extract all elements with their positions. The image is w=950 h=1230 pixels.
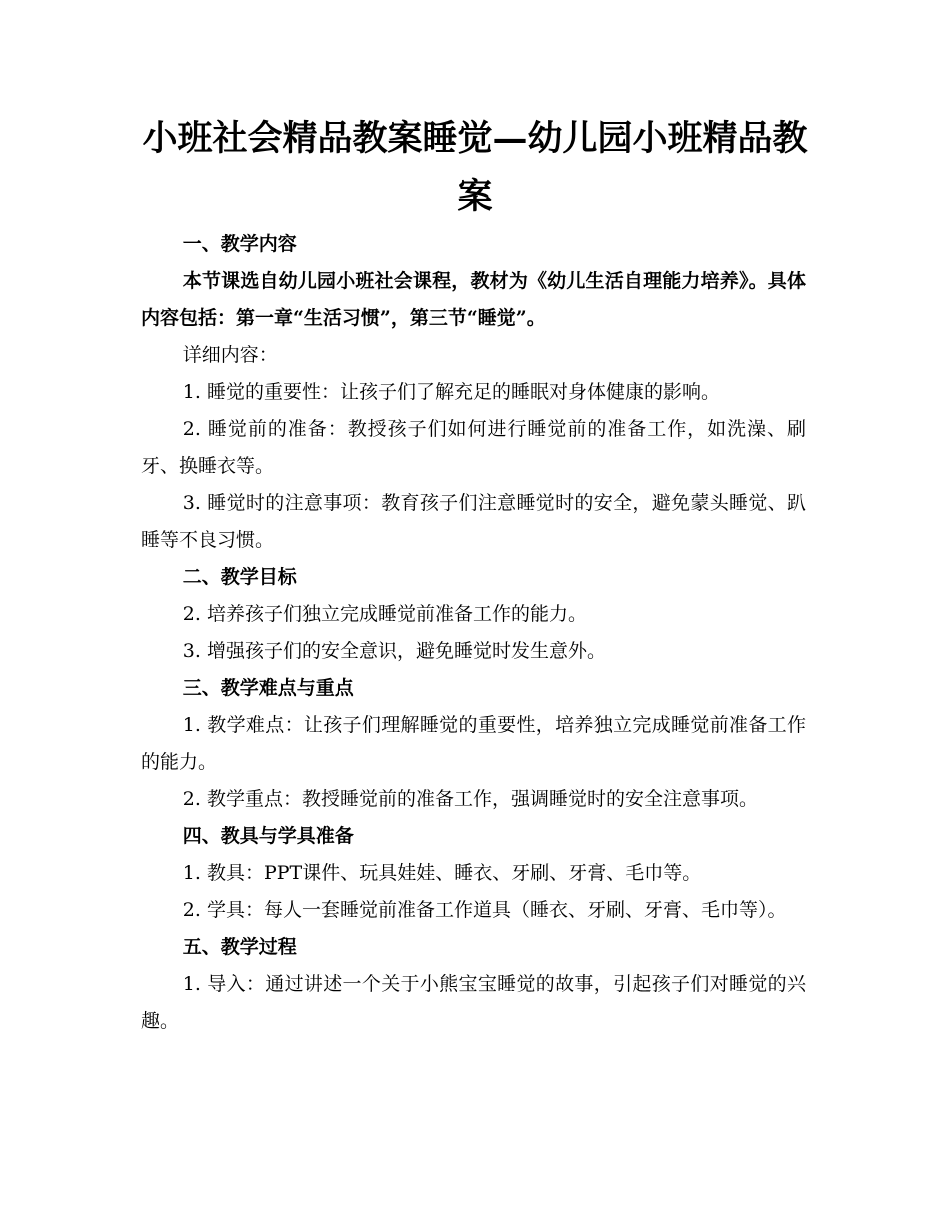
document-body bbox=[141, 226, 806, 1040]
section-heading-goals: 二、教学目标 bbox=[182, 566, 297, 588]
list-item: 1. 教具：PPT课件、玩具娃娃、睡衣、牙刷、牙膏、毛巾等。 bbox=[182, 862, 702, 884]
list-item: 2. 睡觉前的准备：教授孩子们如何进行睡觉前的准备工作，如洗澡、刷牙、换睡衣等。 bbox=[141, 418, 806, 477]
paragraph: 详细内容： bbox=[182, 344, 278, 366]
list-item: 2. 培养孩子们独立完成睡觉前准备工作的能力。 bbox=[182, 603, 587, 625]
document-title: 小班社会精品教案睡觉—幼儿园小班精品教案 bbox=[142, 118, 808, 217]
section-heading-process: 五、教学过程 bbox=[182, 936, 297, 958]
list-item: 1. 睡觉的重要性：让孩子们了解充足的睡眠对身体健康的影响。 bbox=[182, 381, 720, 403]
list-item: 3. 睡觉时的注意事项：教育孩子们注意睡觉时的安全，避免蒙头睡觉、趴睡等不良习惯。 bbox=[141, 492, 806, 551]
list-item: 2. 学具：每人一套睡觉前准备工作道具（睡衣、牙刷、牙膏、毛巾等）。 bbox=[182, 899, 787, 921]
list-item: 1. 教学难点：让孩子们理解睡觉的重要性，培养独立完成睡觉前准备工作的能力。 bbox=[141, 714, 806, 773]
paragraph: 本节课选自幼儿园小班社会课程，教材为《幼儿生活自理能力培养》。具体内容包括：第一章“生活习惯”，第三节“睡觉”。 bbox=[141, 270, 806, 329]
list-item: 2. 教学重点：教授睡觉前的准备工作，强调睡觉时的安全注意事项。 bbox=[182, 788, 758, 810]
list-item: 3. 增强孩子们的安全意识，避免睡觉时发生意外。 bbox=[182, 640, 606, 662]
list-item: 1. 导入：通过讲述一个关于小熊宝宝睡觉的故事，引起孩子们对睡觉的兴趣。 bbox=[141, 973, 806, 1032]
section-heading-materials: 四、教具与学具准备 bbox=[182, 825, 354, 847]
section-heading-content: 一、教学内容 bbox=[182, 233, 297, 255]
section-heading-difficulties: 三、教学难点与重点 bbox=[182, 677, 354, 699]
